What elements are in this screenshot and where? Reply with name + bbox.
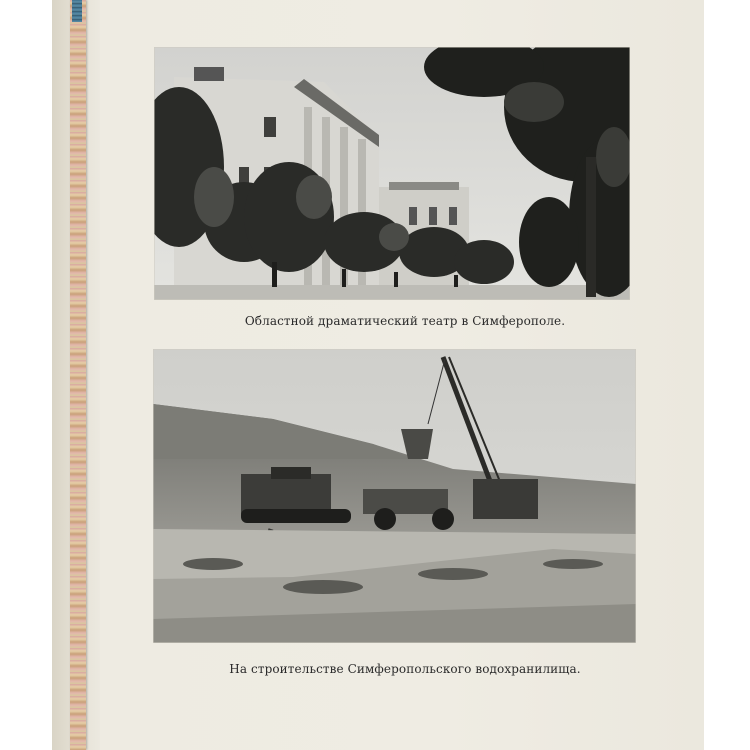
theatre-photo	[154, 47, 630, 300]
book-binding-thread	[70, 0, 86, 750]
reservoir-caption: На строительстве Симферопольского водохранилища.	[229, 662, 581, 676]
theatre-caption: Областной драматический театр в Симферополе.	[244, 314, 566, 328]
binding-top-thread	[72, 0, 82, 22]
reservoir-photo	[153, 349, 636, 643]
